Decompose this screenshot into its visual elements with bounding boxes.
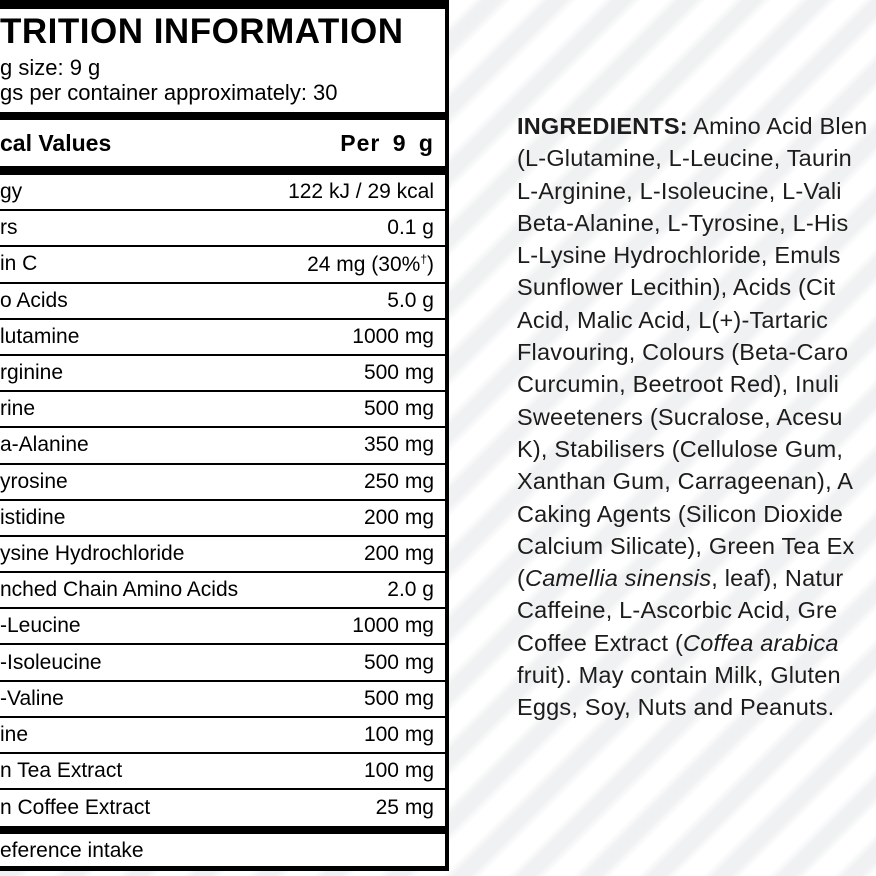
- table-row: [0, 465, 445, 501]
- row-value: 100 mg: [363, 722, 434, 746]
- row-value: 25 mg: [375, 796, 434, 820]
- row-value: 2.0 g: [387, 578, 434, 602]
- ingredients-line: Sweeteners (Sucralose, Acesu: [517, 403, 843, 430]
- serving-size-line: g size: 9 g: [0, 55, 101, 80]
- table-row: [0, 356, 445, 392]
- row-value: 5.0 g: [387, 288, 434, 312]
- row-value: 500 mg: [363, 361, 434, 385]
- row-value: 0.1 g: [387, 216, 434, 240]
- table-row: [0, 573, 445, 609]
- ingredients-line: Eggs, Soy, Nuts and Peanuts.: [517, 694, 835, 721]
- row-value: 500 mg: [363, 650, 434, 674]
- table-rows: [0, 175, 445, 826]
- row-value: 1000 mg: [352, 614, 434, 638]
- row-label: -Isoleucine: [0, 650, 102, 674]
- ingredients-line: Caking Agents (Silicon Dioxide: [517, 500, 844, 527]
- row-label: a-Alanine: [0, 433, 89, 457]
- table-row: [0, 718, 445, 754]
- divider-thick: [0, 166, 445, 175]
- ingredients-line: Xanthan Gum, Carrageenan), A: [517, 468, 854, 495]
- table-row: [0, 501, 445, 537]
- row-value: 500 mg: [363, 686, 434, 710]
- row-label: lutamine: [0, 324, 80, 348]
- reference-intake-footnote: eference intake: [0, 839, 144, 863]
- ingredients-line: (L-Glutamine, L-Leucine, Taurin: [517, 145, 852, 172]
- row-label: o Acids: [0, 288, 68, 312]
- table-row: [0, 211, 445, 247]
- row-label: -Leucine: [0, 614, 81, 638]
- ingredients-line: Calcium Silicate), Green Tea Ex: [517, 532, 855, 559]
- row-label: -Valine: [0, 686, 64, 710]
- row-label: in C: [0, 252, 38, 276]
- ingredients-line: Flavouring, Colours (Beta-Caro: [517, 339, 849, 366]
- row-label: rginine: [0, 361, 64, 385]
- ingredients-line: (Camellia sinensis, leaf), Natur: [517, 565, 844, 592]
- row-value: 250 mg: [363, 469, 434, 493]
- row-value: 350 mg: [363, 433, 434, 457]
- table-row: [0, 754, 445, 790]
- row-label: rs: [0, 216, 18, 240]
- table-row: [0, 645, 445, 681]
- table-row: [0, 537, 445, 573]
- row-value: 500 mg: [363, 397, 434, 421]
- ingredients-section: [517, 110, 876, 724]
- table-row: [0, 284, 445, 320]
- ingredients-line: Beta-Alanine, L-Tyrosine, L-His: [517, 209, 849, 236]
- row-label: istidine: [0, 505, 66, 529]
- row-value: 122 kJ / 29 kcal: [288, 180, 434, 204]
- ingredients-line: fruit). May contain Milk, Gluten: [517, 662, 841, 689]
- row-label: yrosine: [0, 469, 68, 493]
- typical-values-header: cal Values: [0, 129, 112, 156]
- row-value: 200 mg: [363, 505, 434, 529]
- ingredients-line: Curcumin, Beetroot Red), Inuli: [517, 371, 840, 398]
- ingredients-line: INGREDIENTS: Amino Acid Blen: [517, 113, 868, 139]
- ingredients-line: L-Arginine, L-Isoleucine, L-Vali: [517, 177, 842, 204]
- table-row: [0, 247, 445, 283]
- row-value: 200 mg: [363, 541, 434, 565]
- divider-thick: [0, 826, 445, 834]
- table-row: [0, 682, 445, 718]
- row-label: gy: [0, 180, 23, 204]
- row-value: 100 mg: [363, 759, 434, 783]
- row-label: n Coffee Extract: [0, 796, 151, 820]
- ingredients-line: K), Stabilisers (Cellulose Gum,: [517, 435, 844, 462]
- row-value: 24 mg (30%†): [307, 251, 434, 276]
- row-label: rine: [0, 397, 36, 421]
- ingredients-line: Acid, Malic Acid, L(+)-Tartaric: [517, 306, 829, 333]
- ingredients-line: Caffeine, L-Ascorbic Acid, Gre: [517, 597, 838, 624]
- table-header-row: [0, 120, 445, 166]
- dagger-superscript: †: [420, 251, 427, 266]
- table-row: [0, 392, 445, 428]
- servings-per-container-line: gs per container approximately: 30: [0, 79, 338, 105]
- panel-title: TRITION INFORMATION: [0, 13, 404, 51]
- table-row: [0, 790, 445, 826]
- per-serving-header: Per 9 g: [340, 129, 434, 156]
- table-row: [0, 428, 445, 464]
- table-row: [0, 609, 445, 645]
- panel-top-border: [0, 0, 445, 9]
- ingredients-lines: [517, 110, 876, 724]
- ingredients-line: Coffee Extract (Coffea arabica: [517, 629, 839, 656]
- divider-thick: [0, 112, 445, 120]
- row-label: n Tea Extract: [0, 759, 123, 783]
- ingredients-line: L-Lysine Hydrochloride, Emuls: [517, 242, 841, 269]
- row-label: ysine Hydrochloride: [0, 541, 185, 565]
- row-label: ine: [0, 722, 29, 746]
- ingredients-line: Sunflower Lecithin), Acids (Cit: [517, 274, 836, 301]
- table-row: [0, 320, 445, 356]
- row-value: 1000 mg: [352, 324, 434, 348]
- row-label: nched Chain Amino Acids: [0, 578, 239, 602]
- table-row: [0, 175, 445, 211]
